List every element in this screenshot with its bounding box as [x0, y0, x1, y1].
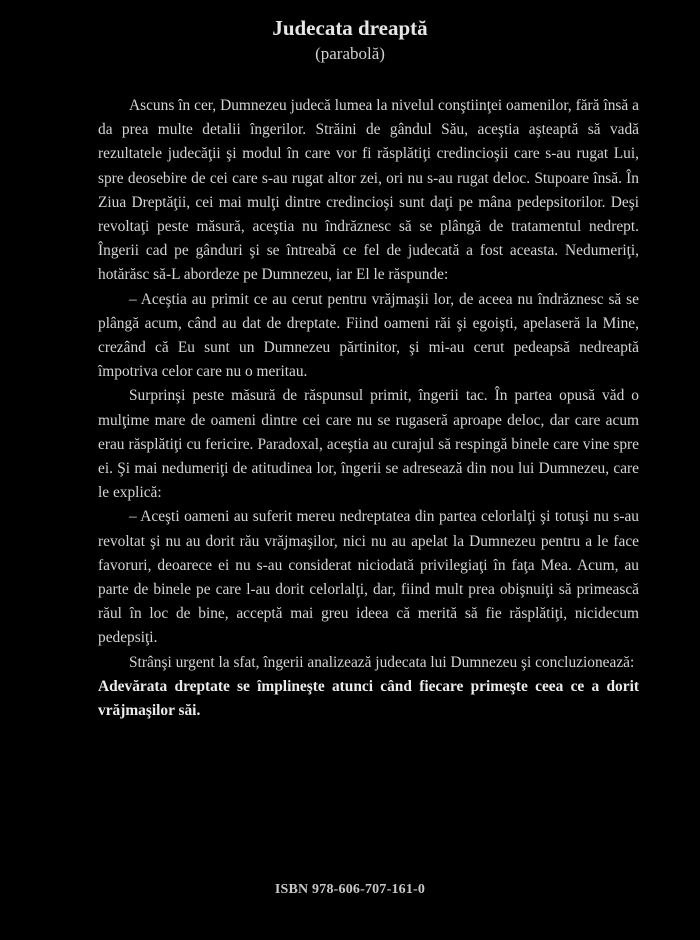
paragraph: – Aceşti oameni au suferit mereu nedreptatea din partea celorlalţi şi totuşi nu s-au revoltat şi nu au dorit rău vrăjmaşilor, nici nu au apelat la Dumnezeu pentru a le face favoruri, deoarece ei nu s-au considerat niciodată privilegiaţi în faţa Mea. Acum, au parte de binele pe care l-au dorit celorlalţi, dar, fiind mult prea obişnuiţi să primească răul în loc de bine, acceptă mai greu ideea că merită să fie răsplătiţi, nicidecum pedepsiţi.: [98, 508, 639, 647]
paragraph: – Aceştia au primit ce au cerut pentru vrăjmaşii lor, de aceea nu îndrăznesc să se plângă acum, când au dat de dreptate. Fiind oameni răi şi egoişti, apelaseră la Mine, crezând că Eu sunt un Dumnezeu părtinitor, şi mi-au cerut pedeapsă nedreaptă împotriva celor care nu o meritau.: [98, 290, 639, 381]
paragraph: Ascuns în cer, Dumnezeu judecă lumea la nivelul conştiinţei oamenilor, fără însă a da prea multe detalii îngerilor. Străini de gândul Său, aceştia aşteaptă să vadă rezultatele judecăţii şi modul în care vor fi răsplătiţi credincioşii care s-au rugat Lui, spre deosebire de cei care s-au rugat altor zei, ori nu s-au rugat deloc. Stupoare însă. În Ziua Dreptăţii, cei mai mulţi dintre credincioşi sunt daţi pe mâna pedepsitorilor. Deşi revoltaţi peste măsură, aceştia nu îndrăznesc să se plângă de tratamentul nedrept. Îngerii cad pe gânduri şi se întreabă ce fel de judecată a fost aceasta. Nedumeriţi, hotărăsc să-L abordeze pe Dumnezeu, iar El le răspunde:: [98, 97, 639, 284]
isbn-number: ISBN 978-606-707-161-0: [274, 882, 426, 897]
paragraph: Surprinşi peste măsură de răspunsul primit, îngerii tac. În partea opusă văd o mulţime mare de oameni dintre cei care nu se rugaseră aproape deloc, dar care acum erau răsplătiţi cu fericire. Paradoxal, aceştia au curajul să respingă binele care vine spre ei. Şi mai nedumeriţi de atitudinea lor, îngerii se adresează din nou lui Dumnezeu, care le explică:: [98, 387, 639, 502]
conclusion-text: Adevărata dreptate se împlineşte atunci când fiecare primeşte ceea ce a dorit vrăjmaşilor săi.: [98, 677, 639, 720]
paragraph: Strânşi urgent la sfat, îngerii analizează judecata lui Dumnezeu şi concluzionează:: [129, 653, 635, 671]
parable-body: [98, 94, 639, 723]
parable-title: Judecata dreaptă: [272, 16, 428, 40]
parable-subtitle: (parabolă): [315, 44, 385, 63]
